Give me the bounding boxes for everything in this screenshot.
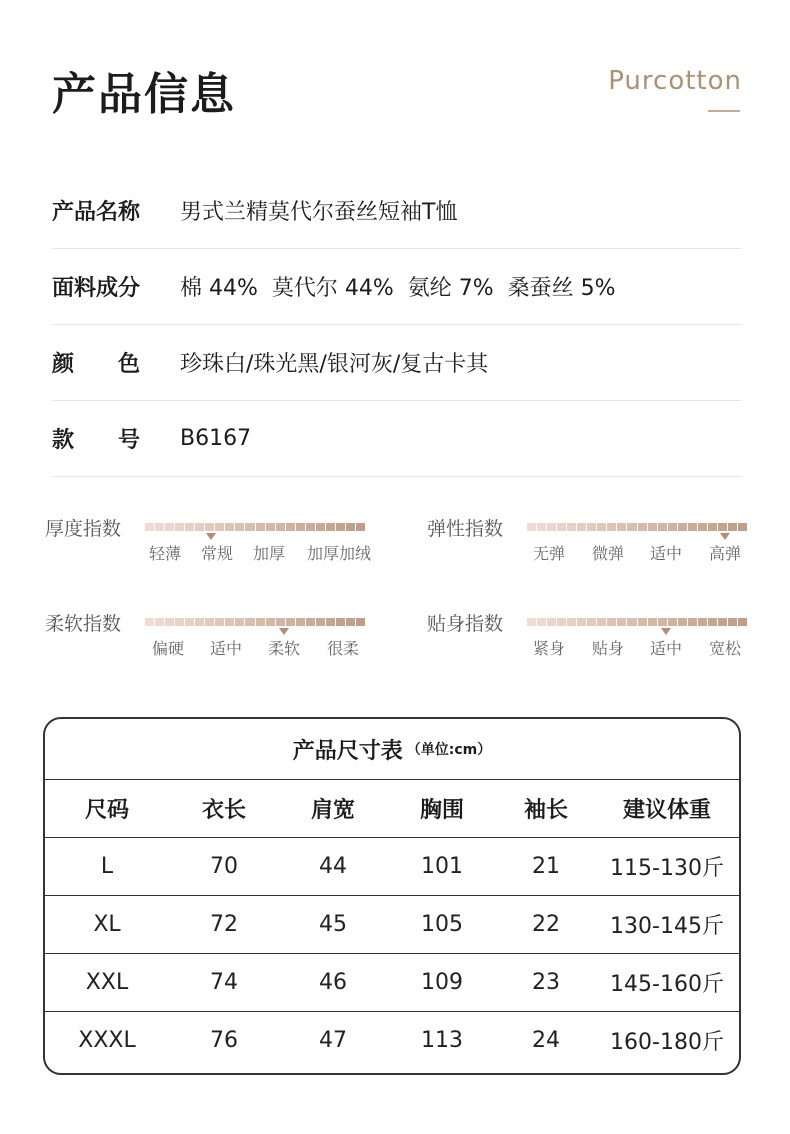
info-value: 棉 44% 莫代尔 44% 氨纶 7% 桑蚕丝 5%: [180, 275, 616, 301]
index-segment: [627, 618, 636, 626]
table-cell: 109: [421, 970, 463, 995]
index-segment: [195, 618, 204, 626]
index-segment: [225, 618, 234, 626]
index-segment: [346, 523, 355, 531]
index-segment: [718, 523, 727, 531]
size-table-title-text: 产品尺寸表: [292, 738, 403, 764]
index-segment: [296, 523, 305, 531]
info-row-style: [52, 400, 742, 477]
index-segment: [537, 618, 546, 626]
table-cell: 101: [421, 854, 463, 879]
info-value: 珍珠白/珠光黑/银河灰/复古卡其: [180, 351, 489, 377]
table-cell: XXL: [85, 970, 129, 995]
index-segment: [537, 523, 546, 531]
index-segment: [577, 618, 586, 626]
index-segment: [215, 618, 224, 626]
index-segment: [587, 523, 596, 531]
index-segment: [145, 523, 154, 531]
table-cell: 113: [421, 1028, 463, 1053]
scale-label: 适中: [649, 639, 683, 658]
index-marker: [206, 533, 216, 540]
table-cell: 45: [319, 912, 347, 937]
table-cell: 22: [532, 912, 560, 937]
index-segment: [155, 618, 164, 626]
index-segment: [336, 618, 345, 626]
size-table-title: [45, 719, 739, 780]
index-segment: [155, 523, 164, 531]
index-segment: [597, 618, 606, 626]
info-row-name: [52, 172, 742, 249]
table-cell: L: [100, 854, 114, 879]
brand-underline: [708, 110, 740, 112]
index-segment: [668, 618, 677, 626]
scale-label: 适中: [209, 639, 243, 658]
index-segment: [326, 523, 335, 531]
table-cell: 21: [532, 854, 560, 879]
index-segment: [567, 523, 576, 531]
info-label: 产品名称: [52, 199, 141, 225]
table-row: [45, 838, 739, 896]
index-segment: [286, 618, 295, 626]
index-bar: [527, 618, 747, 628]
index-segment: [658, 618, 667, 626]
index-segment: [256, 523, 265, 531]
scale-label: 微弹: [591, 544, 625, 563]
table-row: [45, 954, 739, 1012]
index-segment: [678, 618, 687, 626]
index-segment: [165, 618, 174, 626]
table-cell: 46: [319, 970, 347, 995]
index-label: 柔软指数: [45, 613, 122, 635]
info-label: 款 号: [52, 427, 141, 453]
scale-label: 宽松: [708, 639, 742, 658]
table-cell: 74: [210, 970, 238, 995]
index-segment: [306, 618, 315, 626]
table-cell: XL: [93, 912, 121, 937]
index-marker: [279, 628, 289, 635]
index-segment: [738, 618, 747, 626]
index-segment: [527, 523, 536, 531]
index-segment: [286, 523, 295, 531]
scale-label: 偏硬: [151, 639, 185, 658]
table-cell: 23: [532, 970, 560, 995]
index-segment: [607, 618, 616, 626]
scale-label: 适中: [649, 544, 683, 563]
index-segment: [326, 618, 335, 626]
index-segment: [728, 618, 737, 626]
index-bar: [145, 618, 365, 628]
table-row: [45, 1012, 739, 1070]
brand-logo: Purcotton: [608, 66, 742, 96]
header-cell: 建议体重: [622, 798, 711, 823]
table-header-row: [45, 780, 739, 838]
index-segment: [356, 523, 365, 531]
index-segment: [587, 618, 596, 626]
index-segment: [175, 618, 184, 626]
index-segment: [688, 523, 697, 531]
index-segment: [225, 523, 234, 531]
scale-label: 紧身: [532, 639, 566, 658]
index-segment: [547, 618, 556, 626]
header-cell: 尺码: [84, 798, 129, 823]
index-thickness: [45, 514, 390, 584]
index-segment: [597, 523, 606, 531]
index-segment: [607, 523, 616, 531]
table-cell: 160-180斤: [610, 1030, 724, 1055]
size-table: [43, 717, 741, 1075]
index-segment: [688, 618, 697, 626]
index-segment: [175, 523, 184, 531]
index-segment: [547, 523, 556, 531]
index-label: 厚度指数: [45, 518, 122, 540]
index-segment: [316, 523, 325, 531]
table-row: [45, 896, 739, 954]
index-label: 弹性指数: [427, 518, 504, 540]
index-segment: [356, 618, 365, 626]
scale-label: 无弹: [532, 544, 566, 563]
index-segment: [276, 523, 285, 531]
index-segment: [266, 618, 275, 626]
index-segment: [205, 618, 214, 626]
scale-label: 很柔: [326, 639, 360, 658]
index-segment: [276, 618, 285, 626]
info-label: 面料成分: [52, 275, 141, 301]
index-segment: [627, 523, 636, 531]
index-segment: [678, 523, 687, 531]
index-segment: [738, 523, 747, 531]
index-segment: [205, 523, 214, 531]
info-value: 男式兰精莫代尔蚕丝短袖T恤: [180, 199, 458, 225]
table-cell: 70: [210, 854, 238, 879]
index-segment: [718, 618, 727, 626]
index-segment: [185, 618, 194, 626]
info-label: 颜 色: [52, 351, 141, 377]
header-cell: 胸围: [419, 798, 464, 823]
table-cell: 130-145斤: [610, 914, 724, 939]
index-bar: [145, 523, 365, 533]
index-segment: [346, 618, 355, 626]
index-segment: [185, 523, 194, 531]
index-segment: [567, 618, 576, 626]
index-segment: [708, 618, 717, 626]
index-segment: [557, 618, 566, 626]
page-title: 产品信息: [52, 69, 236, 120]
table-cell: 47: [319, 1028, 347, 1053]
index-segment: [235, 523, 244, 531]
scale-label: 轻薄: [148, 544, 182, 563]
index-segment: [195, 523, 204, 531]
table-cell: XXXL: [78, 1028, 136, 1053]
table-cell: 24: [532, 1028, 560, 1053]
index-segment: [215, 523, 224, 531]
header-cell: 袖长: [523, 798, 568, 823]
index-fit: [427, 609, 772, 679]
index-segment: [306, 523, 315, 531]
index-segment: [256, 618, 265, 626]
index-segment: [648, 618, 657, 626]
table-cell: 105: [421, 912, 463, 937]
scale-label: 高弹: [708, 544, 742, 563]
index-marker: [661, 628, 671, 635]
index-segment: [648, 523, 657, 531]
index-segment: [617, 523, 626, 531]
index-segment: [527, 618, 536, 626]
index-segment: [698, 523, 707, 531]
index-segment: [668, 523, 677, 531]
size-grid: [45, 780, 739, 1069]
header-cell: 肩宽: [310, 798, 355, 823]
index-segment: [708, 523, 717, 531]
header-cell: 衣长: [201, 798, 246, 823]
index-bar: [527, 523, 747, 533]
scale-label: 柔软: [267, 639, 301, 658]
index-elasticity: [427, 514, 772, 584]
index-softness: [45, 609, 390, 679]
scale-label: 贴身: [591, 639, 625, 658]
index-segment: [577, 523, 586, 531]
index-segment: [296, 618, 305, 626]
size-table-unit: （单位:cm）: [406, 742, 492, 758]
info-value: B6167: [180, 425, 252, 451]
index-segment: [617, 618, 626, 626]
index-segment: [638, 523, 647, 531]
index-segment: [638, 618, 647, 626]
index-segment: [658, 523, 667, 531]
index-segment: [336, 523, 345, 531]
scale-label: 加厚: [252, 544, 286, 563]
index-segment: [698, 618, 707, 626]
index-segment: [557, 523, 566, 531]
scale-label: 常规: [200, 544, 234, 563]
table-cell: 145-160斤: [610, 972, 724, 997]
scale-label: 加厚加绒: [306, 544, 372, 563]
index-segment: [145, 618, 154, 626]
index-segment: [235, 618, 244, 626]
index-label: 贴身指数: [427, 613, 504, 635]
table-cell: 115-130斤: [610, 856, 724, 881]
index-marker: [720, 533, 730, 540]
index-segment: [245, 618, 254, 626]
table-cell: 72: [210, 912, 238, 937]
index-segment: [266, 523, 275, 531]
index-segment: [165, 523, 174, 531]
table-cell: 44: [319, 854, 347, 879]
table-cell: 76: [210, 1028, 238, 1053]
info-row-fabric: [52, 248, 742, 325]
index-segment: [728, 523, 737, 531]
info-row-color: [52, 324, 742, 401]
index-segment: [316, 618, 325, 626]
index-segment: [245, 523, 254, 531]
